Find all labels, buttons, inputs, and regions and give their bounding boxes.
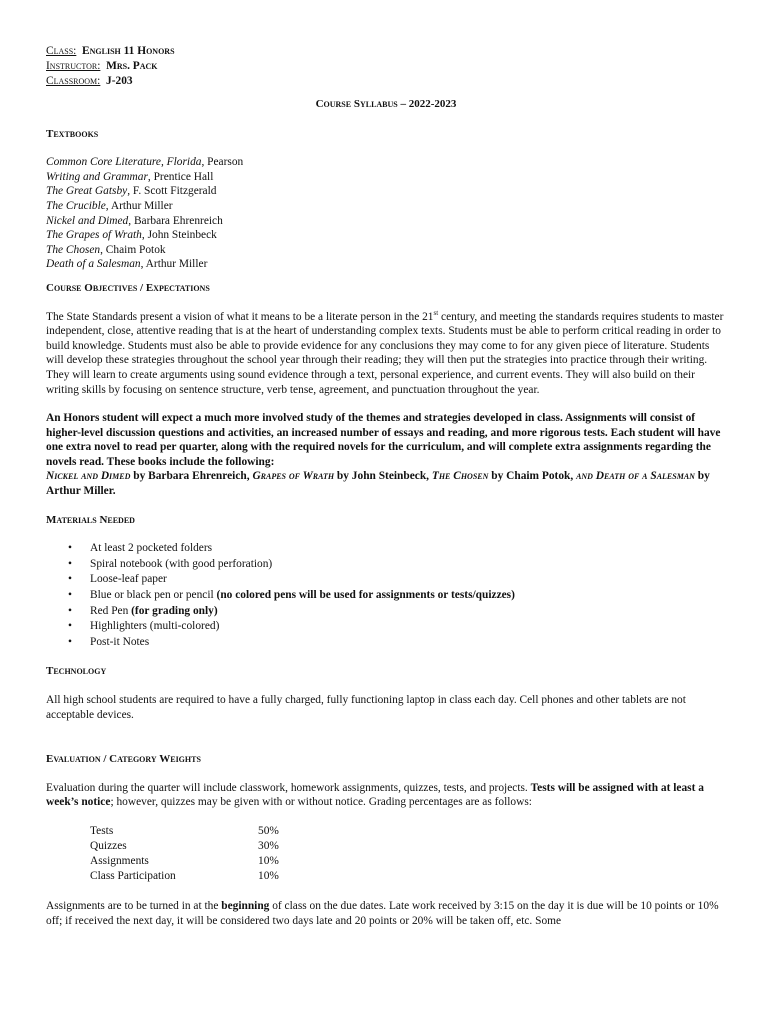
textbook-item: The Chosen, Chaim Potok	[46, 243, 166, 256]
textbook-item: Death of a Salesman, Arthur Miller	[46, 258, 208, 271]
class-line	[46, 44, 726, 59]
classroom-line	[46, 74, 726, 89]
list-item: • Blue or black pen or pencil (no colored pens will be used for assignments or tests/quizzes)	[90, 588, 726, 604]
textbook-item: The Grapes of Wrath, John Steinbeck	[46, 229, 217, 242]
materials-heading: Materials Needed	[46, 513, 135, 526]
textbooks-heading: Textbooks	[46, 127, 99, 140]
grade-weights-table	[90, 824, 279, 884]
objectives-paragraph: The State Standards present a vision of what it means to be a literate person in the 21st century, and meeting the standards requires students to master independent, close, attentive reading that is at the heart of understanding complex texts. Students must be able to perform critical reading in order to build knowledge. Students must also be able to provide evidence for any conclusions they may come to for any given piece of literature. Students will develop these strategies throughout the school year through their reading; they will then put the strategies into practice through their writing. They will learn to create arguments using sound evidence through a text, personal experience, and current events. They will also build on their writing skills by focusing on sentence structure, verb tense, agreement, and punctuation throughout the year.	[46, 308, 724, 396]
page-title: Course Syllabus – 2022-2023	[315, 98, 457, 110]
list-item: • Red Pen (for grading only)	[90, 604, 726, 620]
class-label: Class:	[46, 45, 77, 57]
class-value: English 11 Honors	[82, 45, 175, 57]
technology-heading: Technology	[46, 665, 107, 678]
textbook-list	[46, 155, 726, 272]
textbook-item: The Crucible, Arthur Miller	[46, 199, 173, 212]
evaluation-paragraph: Evaluation during the quarter will include classwork, homework assignments, quizzes, tests, and projects. Tests will be assigned with at least a week’s notice; however, quizzes may be given with or without notice. Grading percentages are as follows:	[46, 781, 704, 809]
evaluation-heading: Evaluation / Category Weights	[46, 753, 201, 766]
technology-paragraph: All high school students are required to have a fully charged, fully functioning laptop in class each day. Cell phones and other tablets are not acceptable devices.	[46, 694, 686, 721]
instructor-line	[46, 59, 726, 74]
instructor-value: Mrs. Pack	[106, 60, 158, 72]
table-row: Class Participation 10%	[90, 869, 279, 882]
list-item: • Highlighters (multi-colored)	[90, 619, 726, 635]
list-item: • Post-it Notes	[90, 635, 726, 651]
classroom-label: Classroom:	[46, 75, 101, 87]
textbook-item: Nickel and Dimed, Barbara Ehrenreich	[46, 214, 223, 227]
classroom-value: J-203	[106, 75, 133, 87]
honors-paragraph: An Honors student will expect a much more involved study of the themes and strategies developed in class. Assignments will consist of higher-level discussion questions and activities, an increased number of essays and reading, and more rigorous tests. Each student will have one extra novel to read per quarter, along with the required novels for the curriculum, and will complete extra assignments regarding the novels read. These books include the following: Nickel and Dimed by Barbara Ehrenreich, Grapes of Wrath by John Steinbeck, The Chosen by Chaim Potok, and Death of a Salesman by Arthur Miller.	[46, 412, 721, 498]
list-item: • At least 2 pocketed folders	[90, 541, 726, 557]
syllabus-page	[46, 44, 726, 928]
textbook-item: The Great Gatsby, F. Scott Fitzgerald	[46, 185, 217, 198]
textbook-item: Writing and Grammar, Prentice Hall	[46, 170, 214, 183]
table-row: Tests 50%	[90, 824, 279, 837]
objectives-heading: Course Objectives / Expectations	[46, 281, 210, 294]
table-row: Quizzes 30%	[90, 839, 279, 852]
table-row: Assignments 10%	[90, 854, 279, 867]
materials-list	[46, 541, 726, 650]
instructor-label: Instructor:	[46, 60, 101, 72]
list-item: • Spiral notebook (with good perforation)	[90, 557, 726, 573]
late-work-paragraph: Assignments are to be turned in at the beginning of class on the due dates. Late work received by 3:15 on the day it is due will be 10 points or 10% off; if received the next day, it will be considered two days late and 20 points or 20% will be taken off, etc. Some	[46, 899, 719, 927]
textbook-item: Common Core Literature, Florida, Pearson	[46, 156, 244, 169]
list-item: • Loose-leaf paper	[90, 572, 726, 588]
